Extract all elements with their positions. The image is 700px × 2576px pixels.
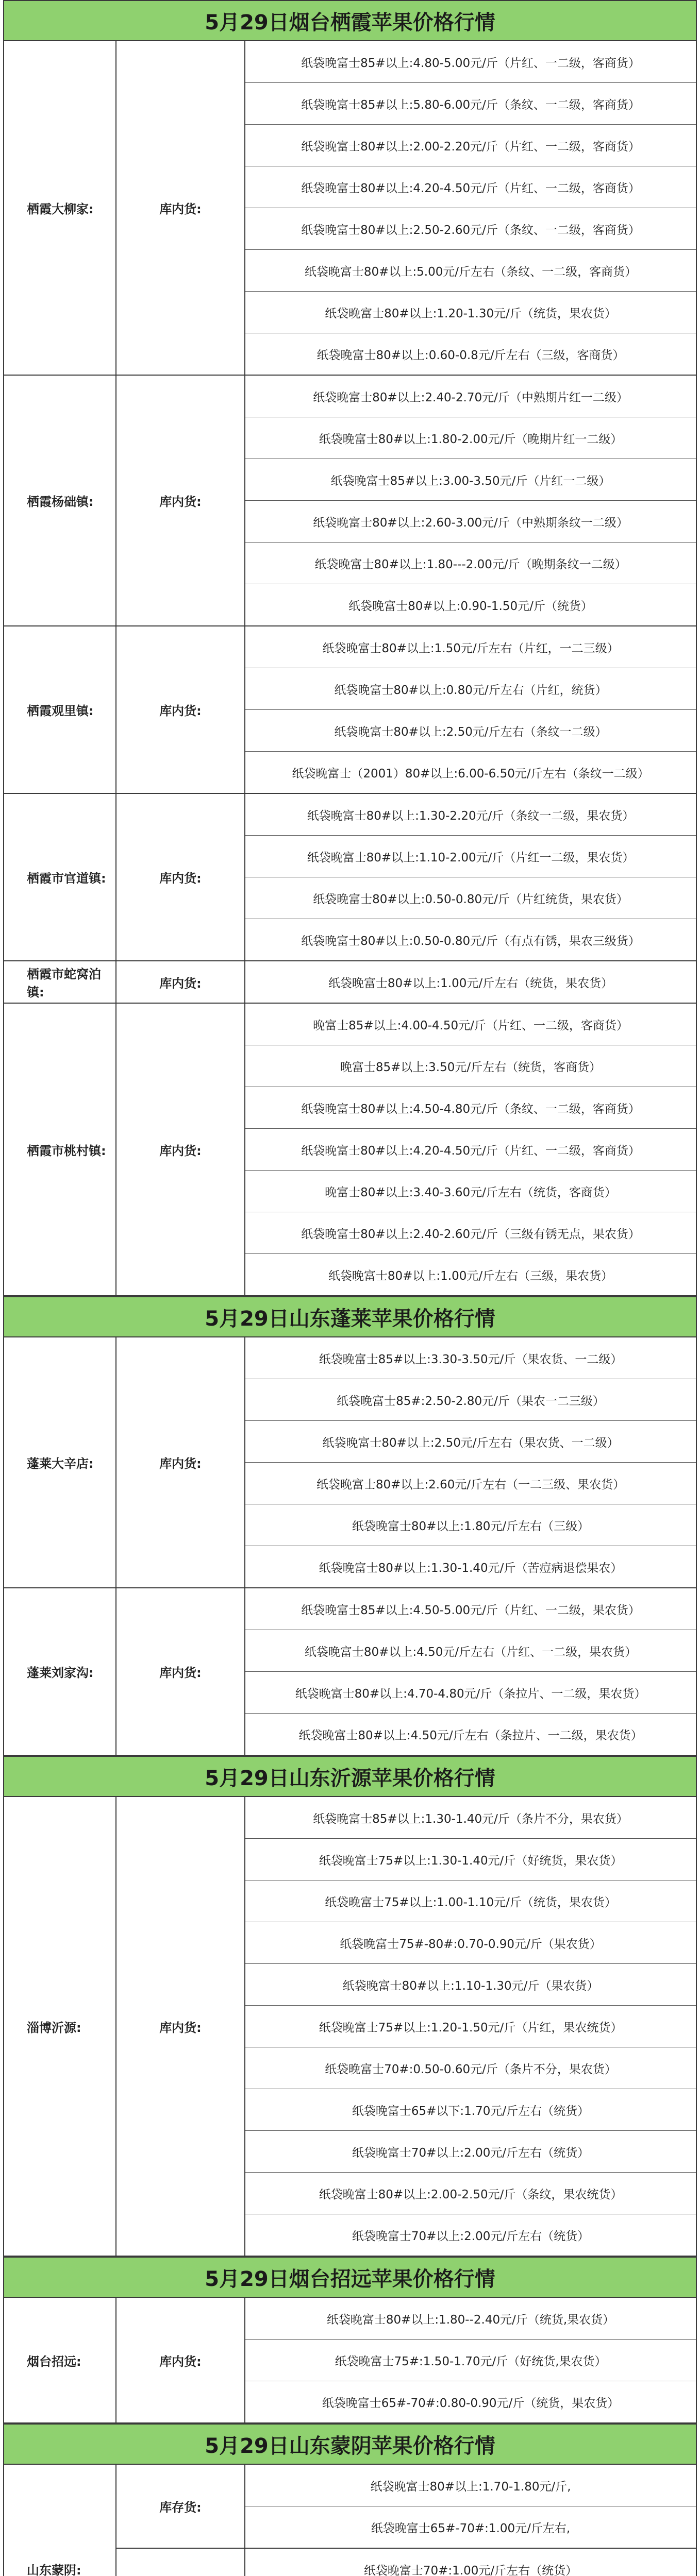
price-row: 纸袋晚富士80#以上:4.70-4.80元/斤（条拉片、一二级，果农货） xyxy=(245,1672,696,1714)
price-row: 纸袋晚富士80#以上:0.50-0.80元/斤（有点有锈，果农三级货） xyxy=(301,934,640,948)
price-row: 纸袋晚富士85#以上:3.30-3.50元/斤（果农货、一二级） xyxy=(245,1337,696,1379)
price-row: 纸袋晚富士80#以上:1.80-2.00元/斤（晚期片红一二级） xyxy=(245,417,696,459)
price-row: 纸袋晚富士80#以上:2.00-2.50元/斤（条纹，果农统货） xyxy=(245,2173,696,2214)
price-row: 纸袋晚富士75#:1.50-1.70元/斤（好统货,果农货） xyxy=(245,2340,696,2381)
region-name: 栖霞杨础镇: xyxy=(4,376,116,625)
price-row: 纸袋晚富士85#以上:4.50-5.00元/斤（片红、一二级，果农货） xyxy=(245,1588,696,1630)
category-label: 库内货: xyxy=(116,1588,245,1755)
region-name: 栖霞观里镇: xyxy=(4,626,116,793)
region-name: 栖霞市官道镇: xyxy=(4,794,116,960)
region-block xyxy=(4,41,696,376)
price-row: 纸袋晚富士80#以上:1.00元/斤左右（统货，果农货） xyxy=(328,976,613,990)
price-row: 纸袋晚富士80#以上:2.50-2.60元/斤（条纹、一二级，客商货） xyxy=(245,208,696,250)
price-section xyxy=(3,2257,697,2424)
price-row: 纸袋晚富士80#以上:1.00元/斤左右（三级，果农货） xyxy=(328,1269,613,1283)
region-block xyxy=(4,1588,696,1756)
price-row: 纸袋晚富士85#以上:4.80-5.00元/斤（片红、一二级，客商货） xyxy=(245,41,696,83)
region-block xyxy=(4,2465,696,2576)
price-row: 纸袋晚富士80#以上:2.40-2.60元/斤（三级有锈无点，果农货） xyxy=(245,1212,696,1254)
region-name: 栖霞市桃村镇: xyxy=(4,1004,116,1295)
category-label: 库内货: xyxy=(116,376,245,625)
price-row: 纸袋晚富士80#以上:4.50-4.80元/斤（条纹、一二级，客商货） xyxy=(245,1087,696,1129)
price-row: 纸袋晚富士85#以上:5.80-6.00元/斤（条纹、一二级，客商货） xyxy=(245,83,696,125)
price-row: 纸袋晚富士80#以上:1.30-2.20元/斤（条纹一二级，果农货） xyxy=(245,794,696,836)
region-name: 栖霞大柳家: xyxy=(4,41,116,375)
price-row: 纸袋晚富士80#以上:5.00元/斤左右（条纹、一二级，客商货） xyxy=(245,250,696,292)
region-block xyxy=(4,794,696,961)
region-block xyxy=(4,961,696,1004)
section-title: 5月29日山东沂源苹果价格行情 xyxy=(4,1756,696,1797)
category-group xyxy=(116,1588,696,1755)
price-row: 纸袋晚富士80#以上:2.60元/斤左右（一二三级、果农货） xyxy=(245,1463,696,1504)
price-row: 纸袋晚富士80#以上:1.80元/斤左右（三级） xyxy=(245,1504,696,1546)
price-row: 纸袋晚富士70#:0.50-0.60元/斤（条片不分，果农货） xyxy=(245,2047,696,2089)
category-group xyxy=(116,794,696,960)
price-row: 纸袋晚富士80#以上:4.50元/斤左右（片红、一二级，果农货） xyxy=(245,1630,696,1672)
category-group xyxy=(116,1337,696,1587)
section-title: 5月29日烟台招远苹果价格行情 xyxy=(4,2257,696,2298)
price-row: 纸袋晚富士65#-70#:0.80-0.90元/斤（统货，果农货） xyxy=(322,2396,620,2410)
price-row: 纸袋晚富士70#以上:2.00元/斤左右（统货） xyxy=(245,2131,696,2173)
price-row: 纸袋晚富士80#以上:4.50元/斤左右（条拉片、一二级，果农货） xyxy=(298,1728,643,1742)
price-row: 纸袋晚富士80#以上:2.50元/斤左右（条纹一二级） xyxy=(245,710,696,752)
price-row: 纸袋晚富士65#-70#:1.00元/斤左右, xyxy=(371,2521,571,2535)
price-row: 纸袋晚富士85#以上:1.30-1.40元/斤（条片不分，果农货） xyxy=(245,1797,696,1839)
price-row: 晚富士80#以上:3.40-3.60元/斤左右（统货，客商货） xyxy=(245,1171,696,1212)
category-label: 库内货: xyxy=(116,794,245,960)
price-row: 纸袋晚富士65#以下:1.70元/斤左右（统货） xyxy=(245,2089,696,2131)
category-label: 库内货: xyxy=(116,961,245,1003)
price-row: 纸袋晚富士80#以上:2.60-3.00元/斤（中熟期条纹一二级） xyxy=(245,501,696,543)
price-row: 纸袋晚富士75#以上:1.00-1.10元/斤（统货，果农货） xyxy=(245,1880,696,1922)
price-row: 纸袋晚富士85#以上:3.00-3.50元/斤（片红一二级） xyxy=(245,459,696,501)
price-row: 纸袋晚富士80#以上:1.50元/斤左右（片红，一二三级） xyxy=(245,626,696,668)
category-label: 库内货: xyxy=(116,1337,245,1587)
category-label: 库内货: xyxy=(116,2298,245,2422)
price-row: 晚富士85#以上:3.50元/斤左右（统货，客商货） xyxy=(245,1045,696,1087)
category-label: 库内货: xyxy=(116,626,245,793)
price-row: 纸袋晚富士80#以上:1.30-1.40元/斤（苦痘病退偿果农） xyxy=(319,1561,623,1575)
category-group xyxy=(116,2298,696,2422)
region-block xyxy=(4,376,696,626)
section-title: 5月29日山东蒙阴苹果价格行情 xyxy=(4,2424,696,2465)
region-block xyxy=(4,626,696,794)
price-section xyxy=(3,0,697,1296)
region-name: 栖霞市蛇窝泊镇: xyxy=(4,961,116,1003)
category-label: 库内货: xyxy=(116,41,245,375)
price-row: 纸袋晚富士80#以上:0.90-1.50元/斤（统货） xyxy=(348,599,593,613)
price-row: 纸袋晚富士80#以上:2.40-2.70元/斤（中熟期片红一二级） xyxy=(245,376,696,417)
price-row: 纸袋晚富士70#以上:2.00元/斤左右（统货） xyxy=(352,2229,590,2243)
price-row: 纸袋晚富士85#:2.50-2.80元/斤（果农一二三级） xyxy=(245,1379,696,1421)
price-row: 纸袋晚富士70#:1.00元/斤左右（统货） xyxy=(245,2549,696,2576)
price-row: 纸袋晚富士80#以上:1.10-1.30元/斤（果农货） xyxy=(245,1964,696,2006)
region-name: 烟台招远: xyxy=(4,2298,116,2422)
price-row: 纸袋晚富士80#以上:1.80---2.00元/斤（晚期条纹一二级） xyxy=(245,543,696,584)
section-title: 5月29日山东蓬莱苹果价格行情 xyxy=(4,1296,696,1337)
category-label xyxy=(116,2549,245,2576)
category-group xyxy=(116,961,696,1003)
price-row: 纸袋晚富士80#以上:0.60-0.8元/斤左右（三级，客商货） xyxy=(316,348,625,362)
price-row: 纸袋晚富士80#以上:0.80元/斤左右（片红，统货） xyxy=(245,668,696,710)
price-row: 纸袋晚富士80#以上:2.00-2.20元/斤（片红、一二级，客商货） xyxy=(245,125,696,166)
price-row: 纸袋晚富士80#以上:4.20-4.50元/斤（片红、一二级，客商货） xyxy=(245,166,696,208)
category-group xyxy=(116,2465,696,2549)
price-section xyxy=(3,1756,697,2257)
category-label: 库内货: xyxy=(116,1797,245,2256)
region-name: 蓬莱刘家沟: xyxy=(4,1588,116,1755)
category-label: 库内货: xyxy=(116,1004,245,1295)
price-row: 纸袋晚富士80#以上:2.50元/斤左右（果农货、一二级） xyxy=(245,1421,696,1463)
category-group xyxy=(116,1004,696,1295)
price-row: 纸袋晚富士75#以上:1.20-1.50元/斤（片红，果农统货） xyxy=(245,2006,696,2047)
price-row: 纸袋晚富士（2001）80#以上:6.00-6.50元/斤左右（条纹一二级） xyxy=(292,767,649,781)
price-row: 纸袋晚富士80#以上:1.20-1.30元/斤（统货，果农货） xyxy=(245,292,696,333)
category-group xyxy=(116,376,696,625)
price-section xyxy=(3,2424,697,2576)
price-section xyxy=(3,1296,697,1756)
region-block xyxy=(4,1337,696,1588)
category-group xyxy=(116,626,696,793)
category-group xyxy=(116,1797,696,2256)
price-row: 纸袋晚富士80#以上:1.10-2.00元/斤（片红一二级，果农货） xyxy=(245,836,696,877)
region-block xyxy=(4,1004,696,1296)
price-row: 纸袋晚富士75#-80#:0.70-0.90元/斤（果农货） xyxy=(245,1922,696,1964)
region-block xyxy=(4,2298,696,2424)
category-group xyxy=(116,41,696,375)
category-group xyxy=(116,2549,696,2576)
price-row: 纸袋晚富士80#以上:4.20-4.50元/斤（片红、一二级，客商货） xyxy=(245,1129,696,1171)
region-name: 蓬莱大辛店: xyxy=(4,1337,116,1587)
region-block xyxy=(4,1797,696,2257)
price-row: 纸袋晚富士80#以上:0.50-0.80元/斤（片红统货，果农货） xyxy=(245,877,696,919)
category-label: 库存货: xyxy=(116,2465,245,2548)
region-name: 淄博沂源: xyxy=(4,1797,116,2256)
price-row: 晚富士85#以上:4.00-4.50元/斤（片红、一二级，客商货） xyxy=(245,1004,696,1045)
price-row: 纸袋晚富士80#以上:1.70-1.80元/斤, xyxy=(245,2465,696,2506)
region-name: 山东蒙阴: xyxy=(4,2465,116,2576)
price-row: 纸袋晚富士80#以上:1.80--2.40元/斤（统货,果农货） xyxy=(245,2298,696,2340)
price-document xyxy=(3,0,697,2576)
price-row: 纸袋晚富士75#以上:1.30-1.40元/斤（好统货，果农货） xyxy=(245,1839,696,1880)
section-title: 5月29日烟台栖霞苹果价格行情 xyxy=(4,0,696,41)
